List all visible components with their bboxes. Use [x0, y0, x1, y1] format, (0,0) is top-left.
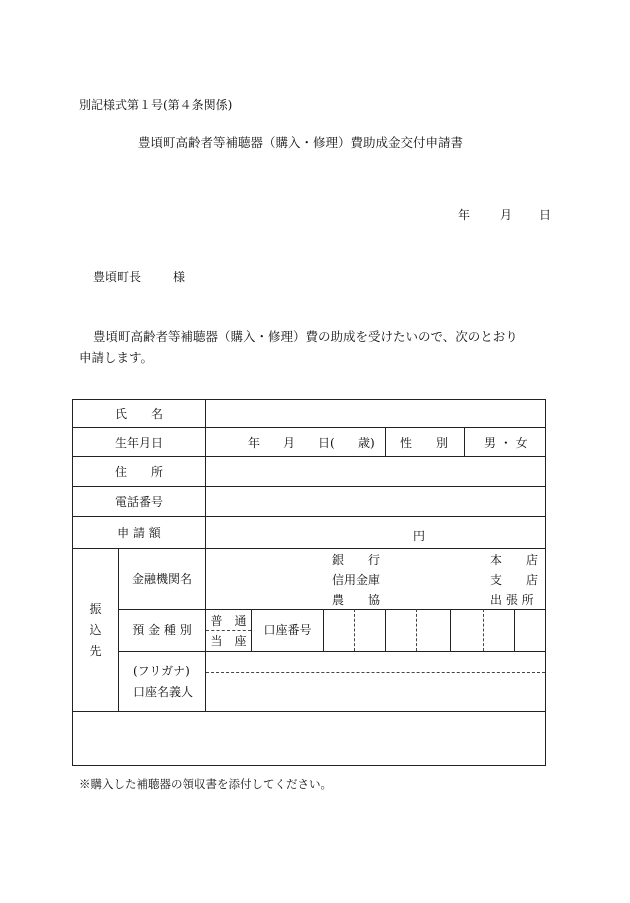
transfer-label-1: 振 — [89, 602, 102, 616]
addressee: 豊頃町長 — [93, 270, 142, 284]
name-field[interactable] — [206, 400, 545, 427]
phone-label: 電話番号 — [114, 495, 163, 509]
body-text-line2: 申請します。 — [79, 350, 154, 365]
deposit-type-label: 預 金 種 別 — [132, 623, 192, 637]
birth-day-label: 日( — [318, 436, 335, 450]
bank-label: 金融機関名 — [131, 572, 192, 586]
birth-month-label: 月 — [283, 436, 296, 450]
branch-type-branch[interactable]: 支 店 — [490, 573, 539, 587]
sex-options[interactable]: 男 ・ 女 — [484, 436, 528, 450]
name-label: 氏 名 — [114, 407, 163, 421]
bank-type-credit[interactable]: 信用金庫 — [332, 573, 381, 587]
birthdate-label: 生年月日 — [114, 436, 163, 450]
date-month-label: 月 — [500, 208, 513, 222]
birth-year-label: 年 — [248, 436, 261, 450]
bank-type-bank[interactable]: 銀 行 — [332, 553, 381, 567]
account-number-label: 口座番号 — [263, 623, 312, 637]
bank-type-agri[interactable]: 農 協 — [332, 593, 381, 607]
date-year-label: 年 — [458, 208, 471, 222]
address-label: 住 所 — [114, 465, 163, 479]
transfer-label-3: 先 — [89, 644, 102, 658]
body-text-line1: 豊頃町高齢者等補聴器（購入・修理）費の助成を受けたいので、次のとおり — [93, 329, 518, 344]
transfer-label-2: 込 — [89, 623, 102, 637]
deposit-type-ordinary[interactable]: 普 通 — [210, 614, 247, 628]
account-holder-label: 口座名義人 — [133, 685, 194, 699]
phone-field[interactable] — [206, 487, 545, 516]
footnote: ※購入した補聴器の領収書を添付してください。 — [79, 777, 332, 791]
amount-field[interactable] — [206, 517, 406, 548]
amount-label: 申 請 額 — [117, 526, 161, 540]
form-number: 別記様式第１号(第４条関係) — [79, 98, 233, 112]
furigana-label: (フリガナ) — [133, 664, 190, 678]
date-day-label: 日 — [539, 208, 552, 222]
birth-age-label: 歳) — [358, 436, 375, 450]
branch-type-main[interactable]: 本 店 — [490, 553, 539, 567]
honorific: 様 — [173, 270, 186, 284]
branch-type-office[interactable]: 出 張 所 — [490, 593, 534, 607]
form-title: 豊頃町高齢者等補聴器（購入・修理）費助成金交付申請書 — [138, 135, 464, 150]
sex-label: 性 別 — [400, 436, 449, 450]
yen-unit: 円 — [413, 529, 426, 543]
address-field[interactable] — [206, 457, 545, 486]
deposit-type-current[interactable]: 当 座 — [210, 634, 247, 648]
account-number-field[interactable] — [324, 610, 545, 651]
account-holder-field[interactable] — [206, 673, 545, 711]
furigana-field[interactable] — [206, 652, 545, 672]
